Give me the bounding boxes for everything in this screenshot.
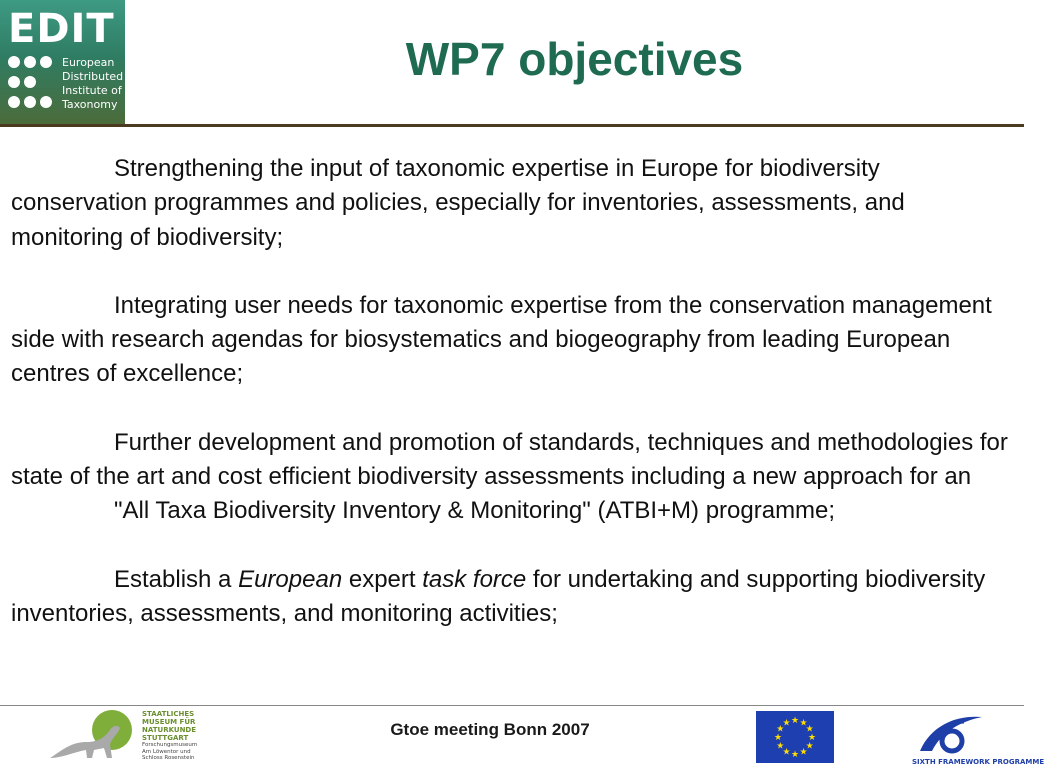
svg-text:★: ★ — [782, 718, 791, 729]
eu-stars-icon — [756, 711, 834, 763]
objective-1: Strengthening the input of taxonomic expertise in Europe for biodiversity conservation programmes and policies, especially for inventories, assessments, and monitoring of biodiversity; — [11, 155, 905, 251]
fp6-emblem-icon — [912, 711, 984, 757]
svg-text:★: ★ — [776, 741, 785, 752]
logo-text: European Distributed Institute of Taxonomy — [62, 56, 124, 111]
svg-text:★: ★ — [790, 750, 800, 760]
sixth-framework-logo — [912, 711, 1044, 768]
dinosaur-icon — [46, 708, 142, 764]
svg-text:★: ★ — [782, 747, 791, 758]
objective-2: Integrating user needs for taxonomic expertise from the conservation management side with research agendas for biosystematics and biogeography from leading European centres of excellence; — [11, 291, 992, 388]
logo-wordmark: EDIT — [8, 6, 115, 52]
objective-3: Further development and promotion of standards, techniques and methodologies for state of the art and cost efficient biodiversity assessments including a new approach for an "All Taxa Biodiversity Inventory & Monitoring" (ATBI+M) programme; — [11, 428, 1008, 525]
svg-text:★: ★ — [805, 741, 814, 752]
svg-text:★: ★ — [773, 733, 783, 743]
footer-meeting-label: Gtoe meeting Bonn 2007 — [390, 720, 590, 739]
svg-text:★: ★ — [790, 716, 800, 726]
museum-subtitle: Forschungsmuseum Am Löwentor und Schloss Rosenstein — [142, 742, 198, 761]
svg-text:★: ★ — [805, 724, 814, 735]
museum-logo — [46, 708, 206, 764]
objectives-list — [11, 152, 1016, 665]
slide-title: WP7 objectives — [405, 33, 744, 85]
footer-divider — [0, 705, 1024, 706]
objective-4: Establish a European expert task force for undertaking and supporting biodiversity inventories, assessments, and monitoring activities; — [11, 565, 986, 627]
svg-text:★: ★ — [799, 747, 808, 758]
fp6-label: SIXTH FRAMEWORK PROGRAMME — [912, 758, 1044, 766]
eu-flag-icon — [756, 711, 834, 763]
svg-text:★: ★ — [799, 718, 808, 729]
header-divider — [0, 124, 1024, 127]
museum-name: STAATLICHES MUSEUM FÜR NATURKUNDE STUTTGART — [142, 710, 197, 742]
svg-text:★: ★ — [776, 724, 785, 735]
logo-dots-icon — [8, 56, 52, 112]
svg-text:★: ★ — [807, 733, 817, 743]
edit-logo — [0, 0, 125, 125]
